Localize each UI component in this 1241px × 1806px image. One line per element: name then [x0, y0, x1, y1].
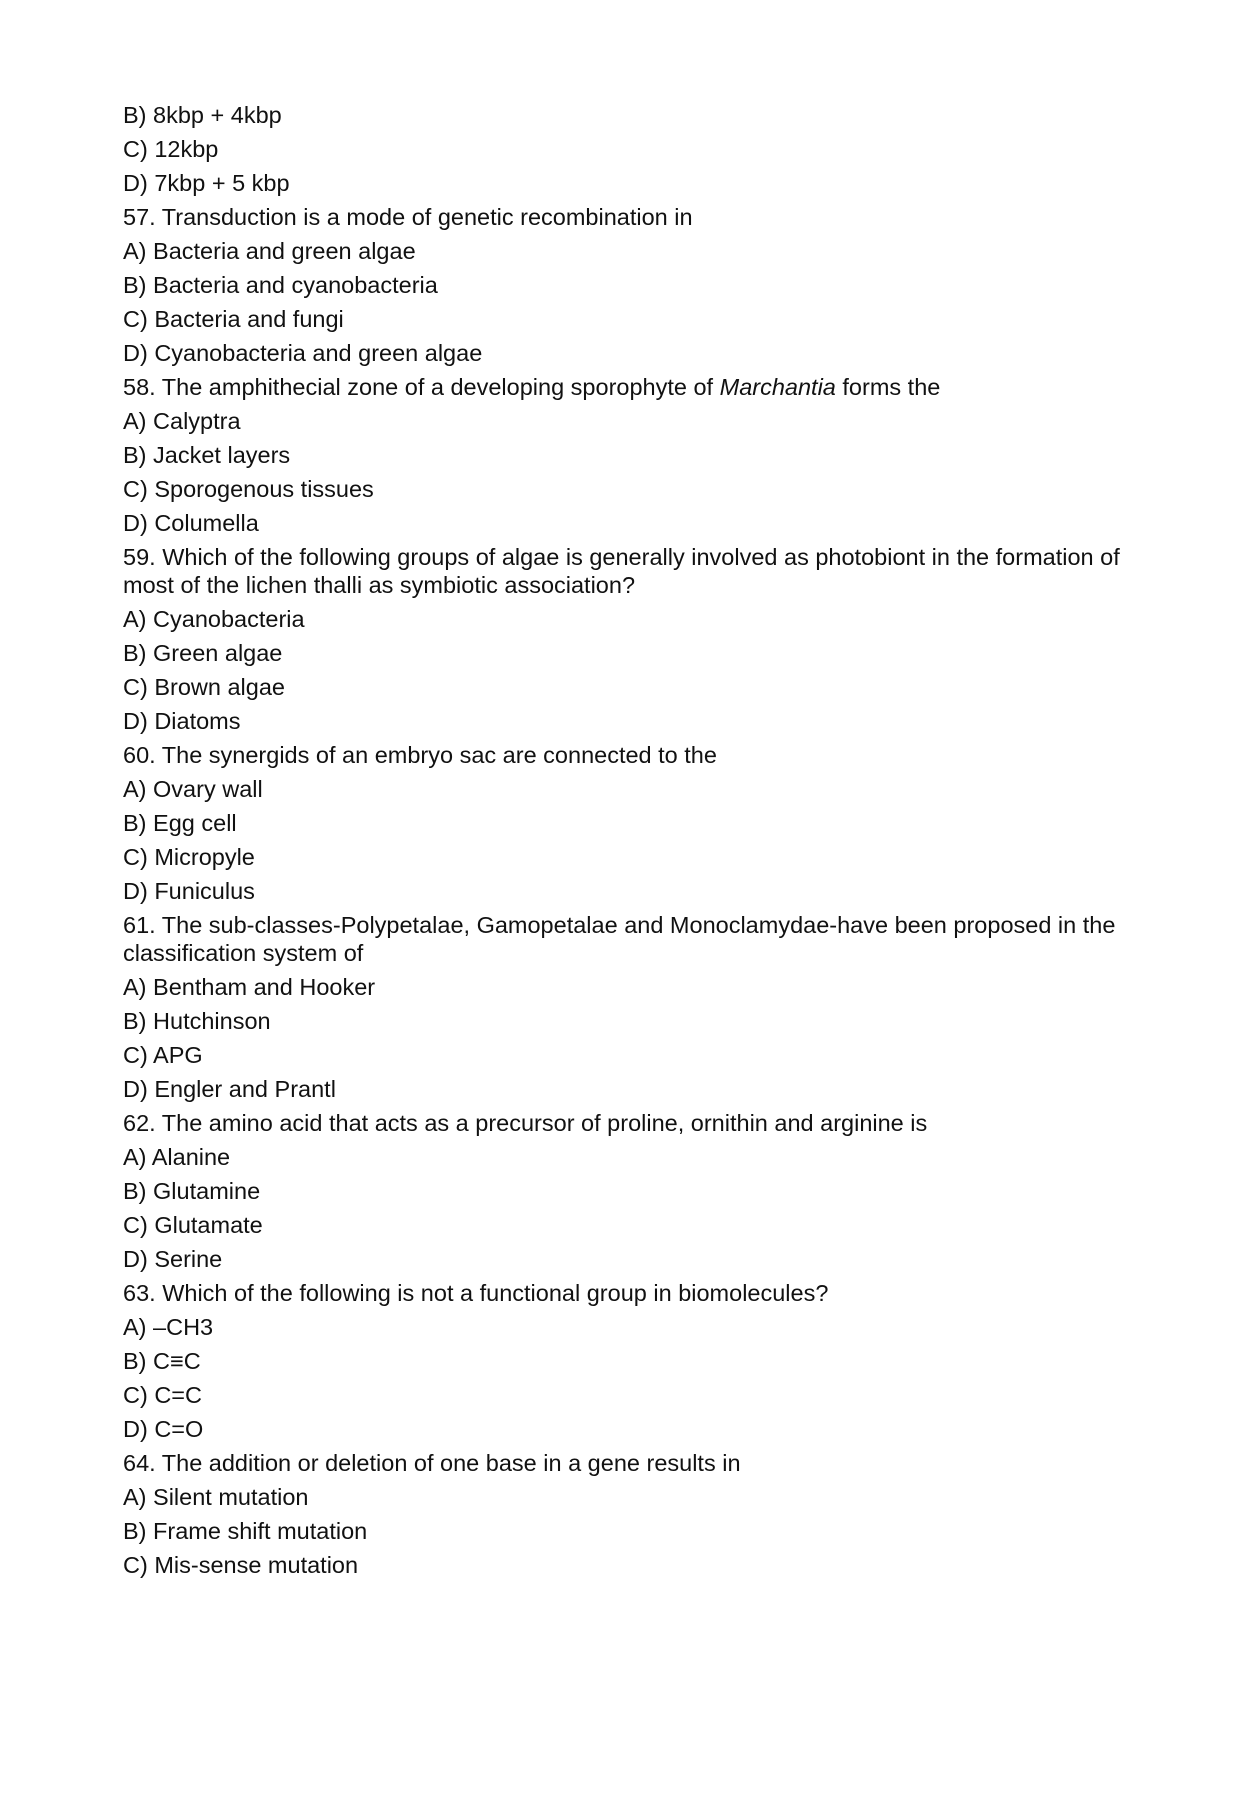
question-61: 61. The sub-classes-Polypetalae, Gamopetalae and Monoclamydae-have been proposed in the classification system of — [123, 912, 1116, 966]
option-line: B) Bacteria and cyanobacteria — [123, 272, 438, 298]
option-line: A) –CH3 — [123, 1314, 214, 1340]
option-line: B) Jacket layers — [123, 442, 291, 468]
option-line: B) 8kbp + 4kbp — [123, 102, 282, 128]
option-line: D) Cyanobacteria and green algae — [123, 340, 483, 366]
option-line: A) Bacteria and green algae — [123, 238, 416, 264]
option-line: B) Green algae — [123, 640, 283, 666]
option-line: B) C≡C — [123, 1348, 201, 1374]
option-line: B) Hutchinson — [123, 1008, 271, 1034]
option-line: C) 12kbp — [123, 136, 219, 162]
option-line: D) C=O — [123, 1416, 204, 1442]
option-line: C) Mis-sense mutation — [123, 1552, 359, 1578]
option-line: C) Bacteria and fungi — [123, 306, 344, 332]
option-line: B) Egg cell — [123, 810, 237, 836]
option-line: D) Engler and Prantl — [123, 1076, 336, 1102]
option-line: A) Ovary wall — [123, 776, 263, 802]
option-line: B) Frame shift mutation — [123, 1518, 368, 1544]
option-line: B) Glutamine — [123, 1178, 261, 1204]
question-58 — [123, 370, 1143, 404]
option-line: C) C=C — [123, 1382, 202, 1408]
option-line: C) Glutamate — [123, 1212, 263, 1238]
question-63: 63. Which of the following is not a functional group in biomolecules? — [123, 1280, 829, 1306]
question-58-text-post: forms the — [835, 374, 941, 400]
question-57: 57. Transduction is a mode of genetic recombination in — [123, 204, 693, 230]
option-line: D) Columella — [123, 510, 259, 536]
option-line: C) Sporogenous tissues — [123, 476, 374, 502]
question-58-text-pre: 58. The amphithecial zone of a developing sporophyte of — [123, 374, 720, 400]
option-line: D) Serine — [123, 1246, 223, 1272]
question-60: 60. The synergids of an embryo sac are connected to the — [123, 742, 717, 768]
question-62: 62. The amino acid that acts as a precursor of proline, ornithin and arginine is — [123, 1110, 928, 1136]
question-58-italic-genus: Marchantia — [719, 374, 836, 400]
option-line: C) Micropyle — [123, 844, 255, 870]
option-line: C) Brown algae — [123, 674, 285, 700]
option-line: A) Calyptra — [123, 408, 241, 434]
question-64: 64. The addition or deletion of one base in a gene results in — [123, 1450, 741, 1476]
option-line: A) Alanine — [123, 1144, 231, 1170]
option-line: D) Funiculus — [123, 878, 255, 904]
question-59: 59. Which of the following groups of algae is generally involved as photobiont in the formation of most of the lichen thalli as symbiotic association? — [123, 544, 1120, 598]
option-line: C) APG — [123, 1042, 203, 1068]
option-line: A) Bentham and Hooker — [123, 974, 376, 1000]
option-line: D) Diatoms — [123, 708, 241, 734]
option-line: D) 7kbp + 5 kbp — [123, 170, 290, 196]
option-line: A) Silent mutation — [123, 1484, 309, 1510]
option-line: A) Cyanobacteria — [123, 606, 305, 632]
question-list — [123, 98, 1143, 1582]
